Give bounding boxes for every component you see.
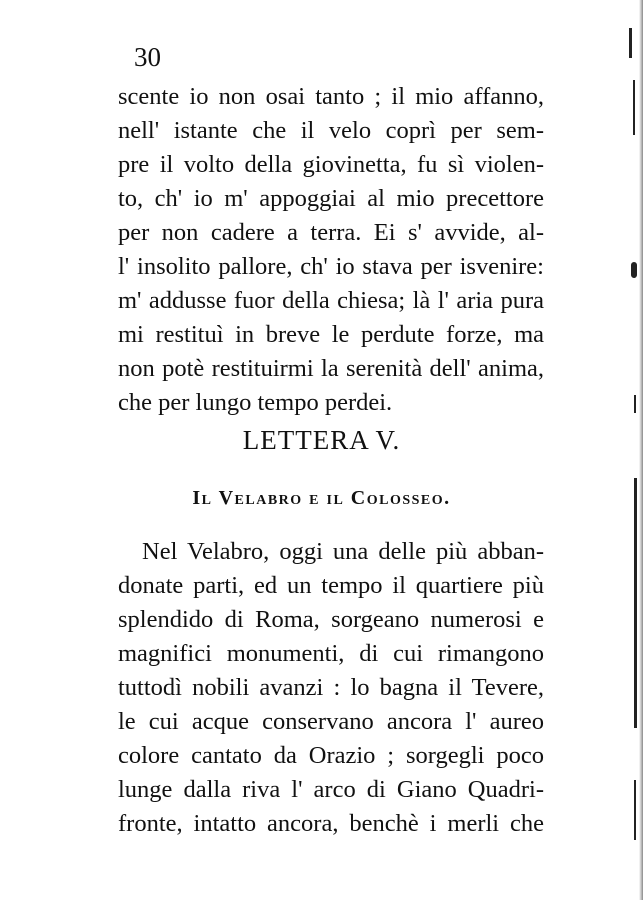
text-block-top — [118, 80, 544, 420]
scan-artifact — [634, 478, 637, 728]
text-line: le cui acque conservano ancora l' aureo — [118, 708, 544, 735]
text-line: m' addusse fuor della chiesa; là l' aria pura — [118, 287, 544, 314]
text-line: splendido di Roma, sorgeano numerosi e — [118, 606, 544, 633]
text-line: per non cadere a terra. Ei s' avvide, al- — [118, 219, 544, 246]
text-line: Nel Velabro, oggi una delle più abban- — [142, 538, 544, 565]
text-line: mi restituì in breve le perdute forze, ma — [118, 321, 544, 348]
text-block-bottom — [118, 535, 544, 841]
letter-heading: LETTERA V. — [242, 425, 401, 455]
text-line: nell' istante che il velo coprì per sem- — [118, 117, 544, 144]
text-line: lunge dalla riva l' arco di Giano Quadri- — [118, 776, 544, 803]
text-line: che per lungo tempo perdei. — [118, 389, 393, 416]
letter-subheading: Il Velabro e il Colosseo. — [192, 487, 451, 509]
text-line: non potè restituirmi la serenità dell' anima, — [118, 355, 544, 382]
scan-artifact — [629, 28, 632, 58]
text-line: pre il volto della giovinetta, fu sì violen- — [118, 151, 544, 178]
scan-artifact — [633, 80, 635, 135]
text-line: scente io non osai tanto ; il mio affanno, — [118, 83, 544, 110]
page-number: 30 — [134, 42, 161, 72]
text-line: to, ch' io m' appoggiai al mio precettore — [118, 185, 544, 212]
text-line: colore cantato da Orazio ; sorgegli poco — [118, 742, 544, 769]
text-line: magnifici monumenti, di cui rimangono — [118, 640, 544, 667]
scan-artifact — [631, 262, 637, 278]
text-line: donate parti, ed un tempo il quartiere più — [118, 572, 544, 599]
scan-artifact — [634, 395, 636, 413]
scan-artifact — [634, 780, 636, 840]
page-edge-shadow — [639, 0, 643, 900]
text-line: l' insolito pallore, ch' io stava per isvenire: — [118, 253, 544, 280]
text-line: fronte, intatto ancora, benchè i merli che — [118, 810, 544, 837]
text-line: tuttodì nobili avanzi : lo bagna il Tevere, — [118, 674, 544, 701]
